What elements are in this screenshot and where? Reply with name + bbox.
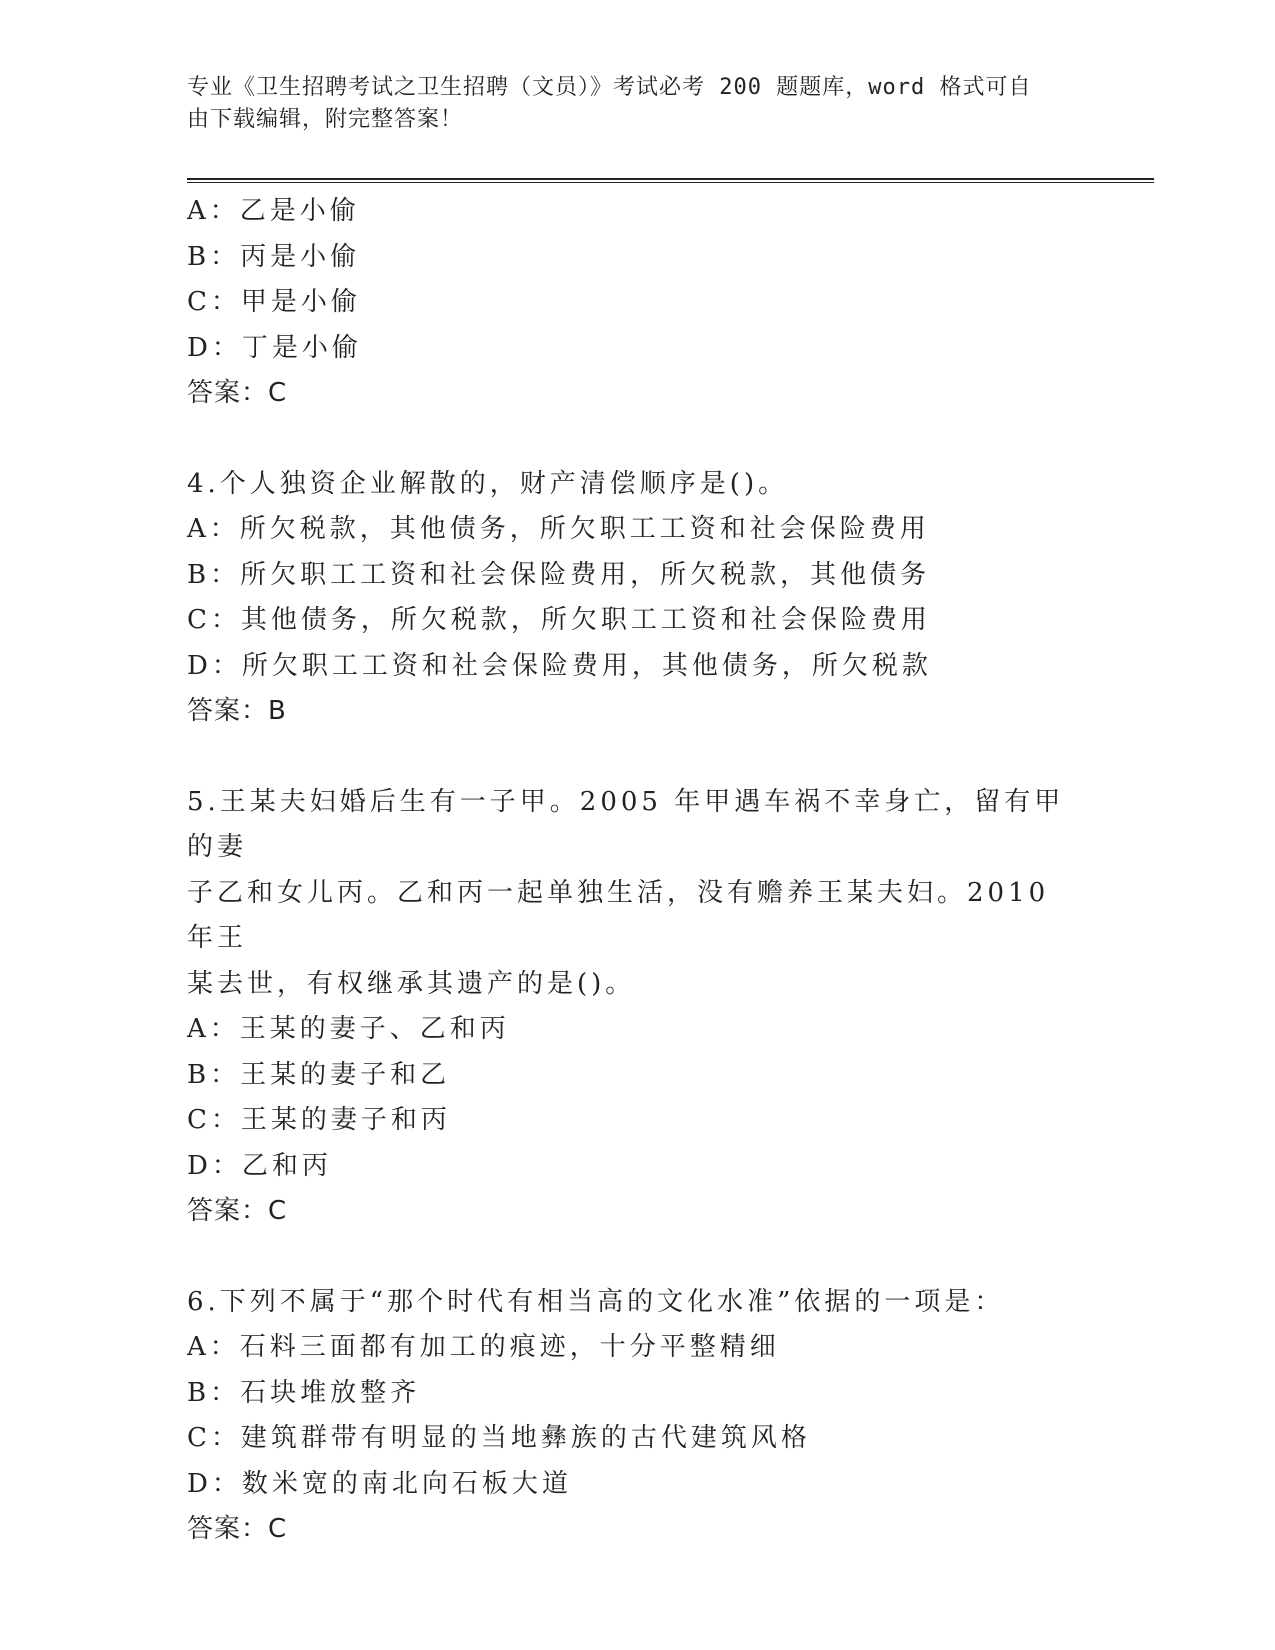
option-c: C：建筑群带有明显的当地彝族的古代建筑风格 [187, 1423, 811, 1453]
option-c: C：其他债务，所欠税款，所欠职工工资和社会保险费用 [187, 605, 931, 635]
question-stem: 6.下列不属于“那个时代有相当高的文化水准”依据的一项是： [187, 1286, 1005, 1317]
header-line-2: 由下载编辑，附完整答案！ [187, 107, 464, 132]
option-d: D：数米宽的南北向石板大道 [187, 1468, 572, 1499]
header-line-1: 专业《卫生招聘考试之卫生招聘（文员）》考试必考 200 题题库，word 格式可自 [187, 75, 1032, 100]
answer-line: 答案：B [187, 696, 287, 726]
option-c: C：甲是小偷 [187, 287, 361, 317]
option-d: D：乙和丙 [187, 1150, 332, 1181]
question-stem-line-2: 子乙和女儿丙。乙和丙一起单独生活，没有赡养王某夫妇。2010 年王 [187, 877, 1062, 953]
option-c: C：王某的妻子和丙 [187, 1105, 451, 1135]
question-block-4 [187, 462, 1067, 735]
question-list [187, 189, 1067, 1553]
option-a: A：所欠税款，其他债务，所欠职工工资和社会保险费用 [187, 514, 930, 544]
option-a: A：乙是小偷 [187, 196, 360, 226]
option-b: B：丙是小偷 [187, 241, 361, 272]
question-block-6 [187, 1280, 1067, 1553]
spacer [187, 417, 1067, 462]
answer-line: 答案：C [187, 1196, 288, 1226]
question-stem-line-1: 5.王某夫妇婚后生有一子甲。2005 年甲遇车祸不幸身亡，留有甲的妻 [187, 786, 1065, 862]
spacer [187, 1235, 1067, 1280]
option-d: D：丁是小偷 [187, 332, 362, 363]
question-stem-line-3: 某去世，有权继承其遗产的是()。 [187, 968, 636, 999]
question-stem: 4.个人独资企业解散的，财产清偿顺序是()。 [187, 468, 789, 499]
option-d: D：所欠职工工资和社会保险费用，其他债务，所欠税款 [187, 650, 932, 681]
option-b: B：所欠职工工资和社会保险费用，所欠税款，其他债务 [187, 559, 931, 590]
question-block-3 [187, 189, 1067, 417]
document-header [187, 72, 1067, 136]
option-b: B：石块堆放整齐 [187, 1377, 421, 1408]
option-a: A：石料三面都有加工的痕迹，十分平整精细 [187, 1332, 780, 1362]
header-rule-thick [187, 178, 1154, 180]
header-rule-thin [187, 182, 1154, 183]
option-b: B：王某的妻子和乙 [187, 1059, 451, 1090]
option-a: A：王某的妻子、乙和丙 [187, 1014, 510, 1044]
spacer [187, 735, 1067, 780]
answer-line: 答案：C [187, 1514, 288, 1544]
answer-line: 答案：C [187, 378, 288, 408]
question-block-5 [187, 780, 1067, 1235]
